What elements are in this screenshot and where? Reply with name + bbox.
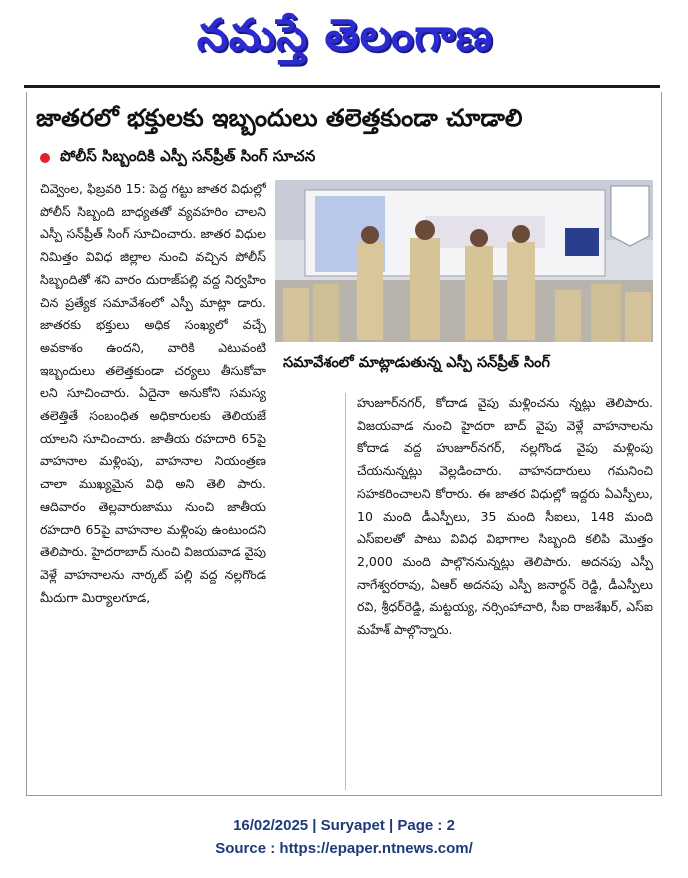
masthead-title: నమస్తే తెలంగాణ [196,10,494,61]
article-body-column-2: హుజూర్‌నగర్, కోదాడ వైపు మళ్లించను న్నట్లు తెలిపారు. విజయవాడ నుంచి హైదరా బాద్ వైపు వెళ్లే వాహనాలను కోదాడ వద్ద హుజూర్‌నగర్, నల్లగొండ వైపు మళ్లింపు చేయనున్నట్లు వెల్లడించారు. వాహనదారులు గమనించి సహకరించాలని కోరారు. ఈ జాతర విధుల్లో ఇద్దరు ఏఎస్పీలు, 10 మంది డీఎస్పీలు, 35 మంది సీఐలు, 148 మంది ఎస్ఐలతో పాటు వివిధ విభాగాల సిబ్బంది కలిపి మొత్తం 2,000 మంది పాల్గొననున్నట్లు తెలిపారు. అదనపు ఎస్పీ నాగేశ్వరరావు, ఏఆర్ అదనపు ఎస్పీ జనార్ధన్ రెడ్డి, డీఎస్పీలు రవి, శ్రీధర్‌రెడ్డి, మట్టయ్య, నర్సింహాచారి, సీఐ రాజశేఖర్, ఎస్ఐ మహేశ్ పాల్గొన్నారు. [357,395,653,638]
footer-source: Source : https://epaper.ntnews.com/ [215,840,473,857]
article-subheadline: పోలీస్ సిబ్బందికి ఎస్పీ సన్‌ప్రీత్ సింగ్ సూచన [60,147,316,165]
photo-caption: సమావేశంలో మాట్లాడుతున్న ఎస్పీ సన్‌ప్రీత్ సింగ్ [283,355,550,371]
article-subheadline-row [36,146,476,170]
column-divider [345,393,346,790]
red-bullet-icon [40,153,50,163]
police-meeting-photo [275,180,653,342]
masthead-divider [24,85,660,88]
footer-edition-info: 16/02/2025 | Suryapet | Page : 2 [233,817,455,834]
article-body-column-1: చివ్వెంల, ఫిబ్రవరి 15: పెద్ద గట్టు జాతర విధుల్లో పోలీస్ సిబ్బంది బాధ్యతతో వ్యవహరిం చాలని ఎస్పీ సన్‌ప్రీత్ సింగ్ సూచించారు. జాతర విధుల నిమిత్తం వివిధ జిల్లాల నుంచి వచ్చిన పోలీస్ సిబ్బందితో శని వారం దురాజ్‌పల్లి వద్ద నిర్వహిం చిన ప్రత్యేక సమావేశంలో ఎస్పీ మాట్లా డారు. జాతరకు భక్తులు అధిక సంఖ్యలో వచ్చే అవకాశం ఉందని, వారికి ఎటువంటి ఇబ్బందులు తలెత్తకుండా చర్యలు తీసుకోవా లని సూచించారు. ఏదైనా అనుకోని సమస్య తలెత్తితే సంబంధిత అధికారులకు తెలియజే యాలని సూచించారు. జాతీయ రహదారి 65పై వాహనాల మళ్లింపు, వాహనాల నియంత్రణ చాలా ముఖ్యమైన విధి అని తెలి పారు. ఆదివారం తెల్లవారుజాము నుంచి జాతీయ రహదారి 65పై వాహనాల మళ్లింపు ఉంటుందని తెలిపారు. హైదరాబాద్ నుంచి విజయవాడ వైపు వెళ్లే వాహనాలను నార్కట్ పల్లి వద్ద నల్లగొండ మీదుగా మిర్యాలగూడ, [40,181,266,605]
article-headline: జాతరలో భక్తులకు ఇబ్బందులు తలెత్తకుండా చూడాలి [36,104,523,132]
article-photo [275,180,653,342]
